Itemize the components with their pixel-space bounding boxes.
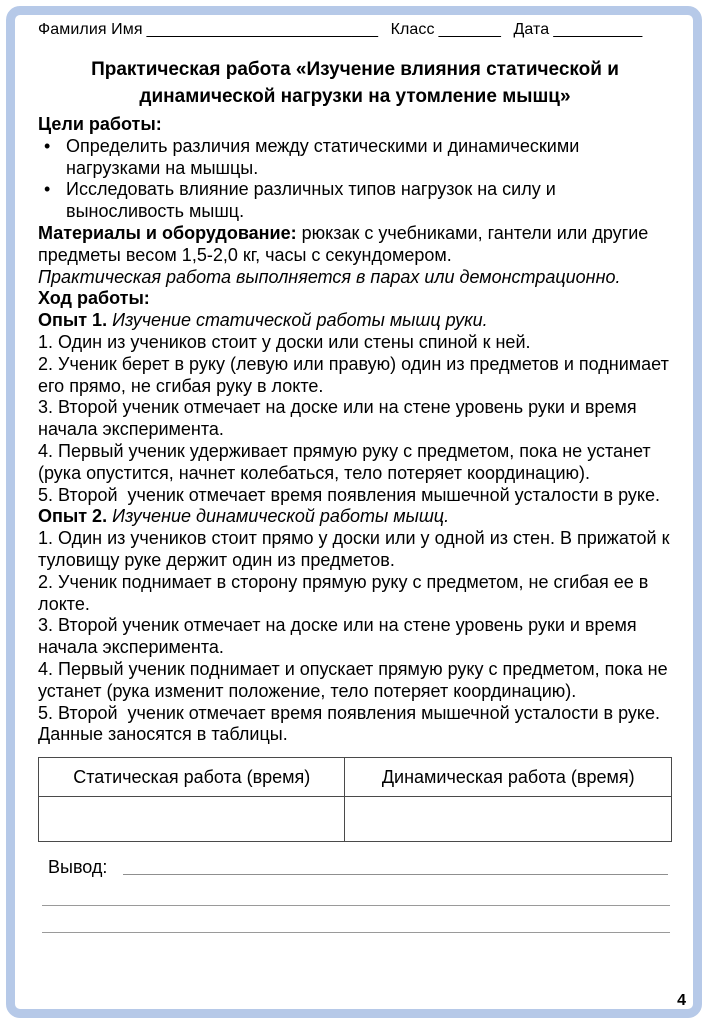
writing-line-2[interactable] [42, 932, 670, 933]
experiment2-heading [38, 506, 672, 528]
experiment2-label: Опыт 2. [38, 506, 108, 527]
experiment1-title: Изучение статической работы мышц руки. [112, 310, 488, 331]
experiment1-step-1: 1. Один из учеников стоит у доски или стены спиной к ней. [38, 331, 531, 352]
dynamic-work-cell[interactable] [345, 797, 672, 842]
name-blank[interactable]: __________________________ [146, 21, 379, 38]
experiment2-step-5: 5. Второй ученик отмечает время появления мышечной усталости в руке. [38, 702, 661, 723]
results-table [38, 757, 672, 842]
goal-item-1: • Определить различия между статическими и динамическими нагрузками на мышцы. [38, 136, 648, 180]
page-number: 4 [677, 992, 686, 1009]
worksheet-body [38, 114, 675, 746]
class-label: Класс [390, 21, 435, 38]
procedure-heading: Ход работы: [38, 288, 150, 309]
goal-item-2: • Исследовать влияние различных типов нагрузок на силу и выносливость мышц. [38, 179, 648, 223]
experiment2-title: Изучение динамической работы мышц. [112, 506, 450, 527]
experiment1-step-4: 4. Первый ученик удерживает прямую руку с предметом, пока не устанет (рука опустится, начнет колебаться, тело потеряет координацию). [38, 440, 656, 483]
materials-text: рюкзак с учебниками, гантели или другие предметы весом 1,5-2,0 кг, часы с секундомером. [38, 222, 649, 265]
experiment2-step-3: 3. Второй ученик отмечает на доске или на стене уровень руки и время начала эксперимента. [38, 615, 642, 658]
note-line: Практическая работа выполняется в парах или демонстрационно. [38, 266, 621, 287]
experiment2-step-4: 4. Первый ученик поднимает и опускает прямую руку с предметом, пока не устанет (рука изменит положение, тело потеряет координацию). [38, 658, 673, 701]
student-info-row [38, 20, 672, 40]
experiment1-step-3: 3. Второй ученик отмечает на доске или на стене уровень руки и время начала эксперимента. [38, 397, 642, 440]
dynamic-work-header: Динамическая работа (время) [345, 758, 672, 797]
results-table-data-row [39, 797, 672, 842]
writing-line-1[interactable] [42, 905, 670, 906]
conclusion-label: Вывод: [48, 857, 108, 878]
experiment2-step-2: 2. Ученик поднимает в сторону прямую руку с предметом, не сгибая ее в локте. [38, 571, 654, 614]
page-content [38, 20, 675, 933]
conclusion-line[interactable] [123, 860, 668, 875]
experiment1-label: Опыт 1. [38, 310, 108, 331]
goals-list [38, 136, 672, 223]
experiment1-step-5: 5. Второй ученик отмечает время появления мышечной усталости в руке. [38, 484, 661, 505]
results-table-header-row [39, 758, 672, 797]
experiment1-heading [38, 310, 672, 332]
goals-heading: Цели работы: [38, 114, 162, 134]
date-blank[interactable]: __________ [553, 21, 643, 38]
class-blank[interactable]: _______ [438, 21, 501, 38]
experiment1-step-2: 2. Ученик берет в руку (левую или правую) один из предметов и поднимает его прямо, не сгибая руку в локте. [38, 353, 674, 396]
conclusion-row [38, 856, 672, 878]
date-label: Дата [513, 21, 550, 38]
name-label: Фамилия Имя [38, 21, 143, 38]
experiment2-step-1: 1. Один из учеников стоит прямо у доски или у одной из стен. В прижатой к туловищу руке держит один из предметов. [38, 528, 675, 570]
static-work-header: Статическая работа (время) [39, 758, 345, 797]
table-note: Данные заносятся в таблицы. [38, 724, 288, 745]
materials-paragraph [38, 223, 672, 267]
worksheet-title: Практическая работа «Изучение влияния статической и динамической нагрузки на утомление мышц» [91, 59, 619, 107]
static-work-cell[interactable] [39, 797, 345, 842]
materials-label: Материалы и оборудование: [38, 222, 297, 243]
